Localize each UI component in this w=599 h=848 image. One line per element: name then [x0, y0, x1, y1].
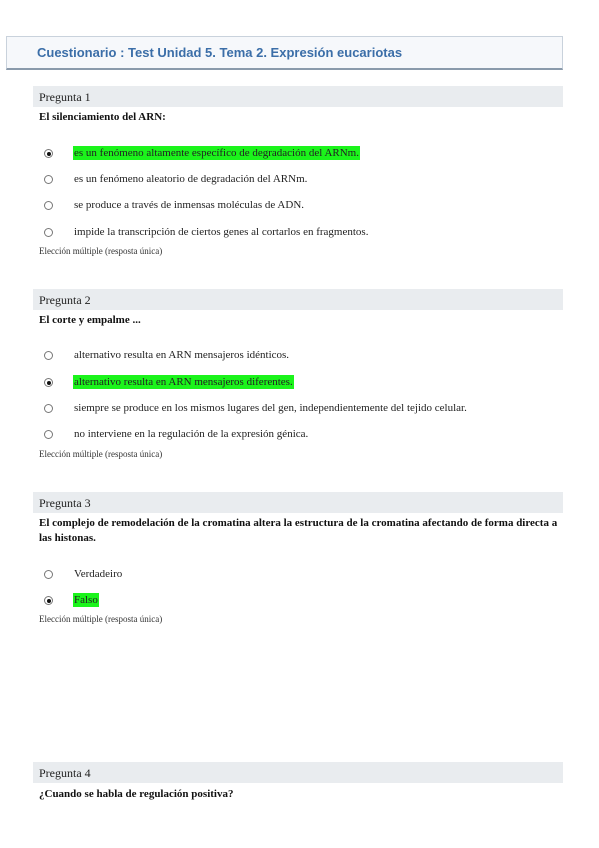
- option-text: no interviene en la regulación de la expresión génica.: [74, 428, 309, 440]
- radio-selected-icon[interactable]: [44, 378, 53, 387]
- radio-icon[interactable]: [44, 351, 53, 360]
- question-2-text: El corte y empalme ...: [39, 314, 141, 326]
- question-1-text: El silenciamiento del ARN:: [39, 111, 166, 123]
- option-text: impide la transcripción de ciertos genes al cortarlos en fragmentos.: [74, 226, 369, 238]
- radio-icon[interactable]: [44, 404, 53, 413]
- question-3-bar: [33, 492, 563, 513]
- option-text: Verdadeiro: [74, 568, 123, 580]
- question-3-type: Elección múltiple (resposta única): [39, 614, 163, 624]
- option-text: Falso: [74, 594, 98, 606]
- question-4-text: ¿Cuando se habla de regulación positiva?: [39, 788, 234, 800]
- question-2-type: Elección múltiple (resposta única): [39, 449, 163, 459]
- radio-icon[interactable]: [44, 570, 53, 579]
- question-1-type: Elección múltiple (resposta única): [39, 246, 163, 256]
- option-text: alternativo resulta en ARN mensajeros diferentes.: [74, 376, 293, 388]
- question-1-bar: [33, 86, 563, 107]
- question-3-label: Pregunta 3: [39, 496, 91, 510]
- quiz-header: [6, 36, 563, 70]
- radio-icon[interactable]: [44, 201, 53, 210]
- question-3-text: El complejo de remodelación de la cromatina altera la estructura de la cromatina afectando de forma directa a las histonas.: [39, 517, 558, 544]
- quiz-title: Cuestionario : Test Unidad 5. Tema 2. Expresión eucariotas: [37, 45, 403, 60]
- option-text: se produce a través de inmensas moléculas de ADN.: [74, 199, 305, 211]
- question-2-bar: [33, 289, 563, 310]
- question-1-label: Pregunta 1: [39, 90, 91, 104]
- radio-icon[interactable]: [44, 175, 53, 184]
- radio-selected-icon[interactable]: [44, 149, 53, 158]
- question-4-bar: [33, 762, 563, 783]
- radio-selected-icon[interactable]: [44, 596, 53, 605]
- option-text: siempre se produce en los mismos lugares del gen, independientemente del tejido celular.: [74, 402, 467, 414]
- radio-icon[interactable]: [44, 430, 53, 439]
- option-text: es un fenómeno altamente específico de degradación del ARNm.: [74, 147, 359, 159]
- question-4-label: Pregunta 4: [39, 766, 91, 780]
- question-2-label: Pregunta 2: [39, 293, 91, 307]
- radio-icon[interactable]: [44, 228, 53, 237]
- option-text: es un fenómeno aleatorio de degradación del ARNm.: [74, 173, 308, 185]
- option-text: alternativo resulta en ARN mensajeros idénticos.: [74, 349, 290, 361]
